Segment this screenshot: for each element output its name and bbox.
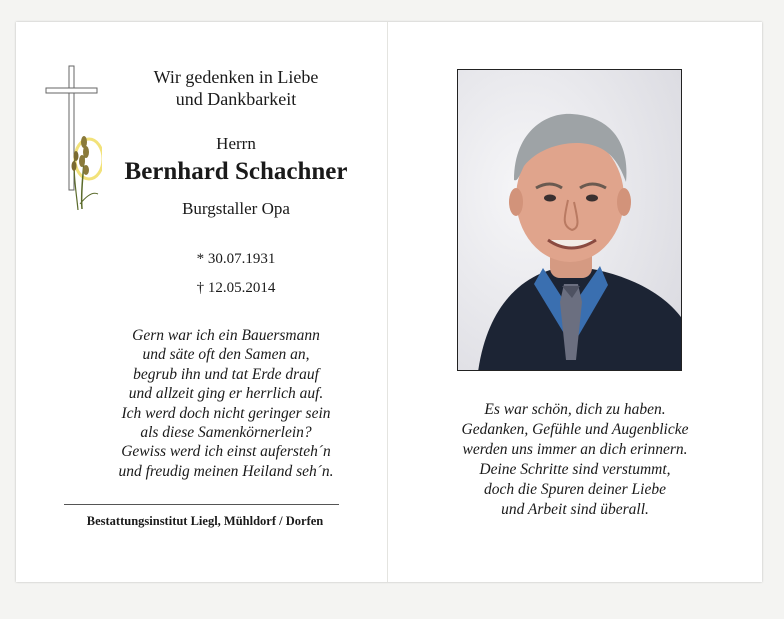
portrait-illustration <box>458 70 682 371</box>
verse <box>408 400 742 520</box>
birth-date: * 30.07.1931 <box>196 251 276 267</box>
heading-line-2: und Dankbarkeit <box>175 89 297 109</box>
poem-line: und freudig meinen Heiland seh´n. <box>118 462 334 480</box>
verse-line: werden uns immer an dich erinnern. <box>462 441 688 458</box>
poem-line: begrub ihn und tat Erde drauf <box>133 365 319 383</box>
poem-line: Ich werd doch nicht geringer sein <box>121 404 331 422</box>
poem-line: Gewiss werd ich einst aufersteh´n <box>121 443 331 461</box>
verse-line: Es war schön, dich zu haben. <box>484 401 666 418</box>
nickname: Burgstaller Opa <box>182 199 290 218</box>
poem-line: Gern war ich ein Bauersmann <box>132 327 320 344</box>
death-date: † 12.05.2014 <box>196 280 276 296</box>
poem-line: und allzeit ging er herrlich auf. <box>128 385 324 403</box>
poem-line: als diese Samenkörnerlein? <box>140 424 312 442</box>
heading-line-1: Wir gedenken in Liebe <box>153 67 319 87</box>
funeral-home: Bestattungsinstitut Liegl, Mühldorf / Dorfen <box>86 514 324 528</box>
heading <box>86 66 386 110</box>
deceased-name: Bernhard Schachner <box>124 158 348 185</box>
poem <box>66 326 386 481</box>
poem-line: und säte oft den Samen an, <box>142 346 310 364</box>
verse-line: Deine Schritte sind verstummt, <box>479 461 671 478</box>
left-panel <box>16 22 387 582</box>
portrait-photo <box>457 69 682 371</box>
divider <box>64 504 339 505</box>
right-panel <box>388 22 762 582</box>
verse-line: doch die Spuren deiner Liebe <box>484 481 666 498</box>
verse-line: und Arbeit sind überall. <box>501 501 649 518</box>
verse-line: Gedanken, Gefühle und Augenblicke <box>461 421 689 438</box>
salutation: Herrn <box>216 134 256 153</box>
